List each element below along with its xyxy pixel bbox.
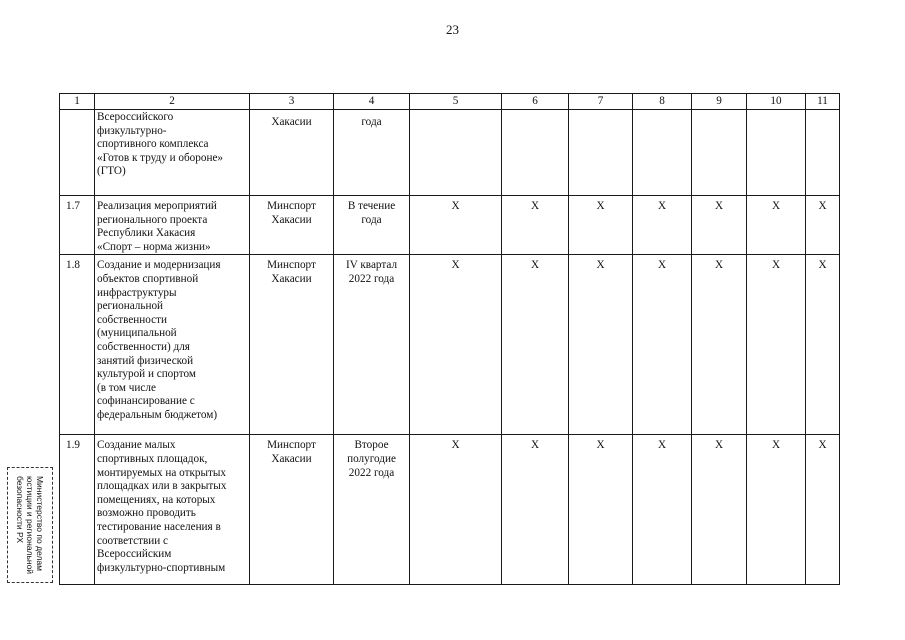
column-number-8: 8	[633, 94, 692, 110]
indicator-mark: X	[692, 435, 747, 585]
stamp-text: Министерство по делам юстиции и региональной безопасности РХ	[15, 475, 45, 575]
column-number-10: 10	[747, 94, 806, 110]
indicator-mark: X	[633, 435, 692, 585]
column-number-7: 7	[569, 94, 633, 110]
indicator-mark: X	[502, 196, 569, 255]
indicator-mark: X	[692, 255, 747, 435]
term: IV квартал 2022 года	[334, 255, 410, 435]
column-number-3: 3	[250, 94, 334, 110]
activity-name: Реализация мероприятий регионального проекта Республики Хакасия «Спорт – норма жизни»	[95, 196, 250, 255]
plan-table	[59, 93, 840, 585]
row-number: 1.9	[60, 435, 95, 585]
executor: Минспорт Хакасии	[250, 196, 334, 255]
indicator-mark: X	[502, 435, 569, 585]
indicator-mark: X	[502, 255, 569, 435]
indicator-mark: X	[633, 196, 692, 255]
activity-name: Создание и модернизация объектов спортивной инфраструктуры региональной собственности (муниципальной собственности) для занятий физической культурой и спортом (в том числе софинансирование с федеральным бюджетом)	[95, 255, 250, 435]
indicator-mark: X	[569, 435, 633, 585]
indicator-mark	[806, 110, 840, 196]
indicator-mark: X	[806, 435, 840, 585]
column-number-5: 5	[410, 94, 502, 110]
indicator-mark	[569, 110, 633, 196]
column-number-9: 9	[692, 94, 747, 110]
indicator-mark: X	[569, 255, 633, 435]
indicator-mark: X	[410, 196, 502, 255]
executor: Минспорт Хакасии	[250, 255, 334, 435]
indicator-mark: X	[410, 435, 502, 585]
indicator-mark: X	[747, 255, 806, 435]
table-row	[60, 196, 840, 255]
term: Второе полугодие 2022 года	[334, 435, 410, 585]
term: В течение года	[334, 196, 410, 255]
indicator-mark: X	[806, 196, 840, 255]
executor: Хакасии	[250, 110, 334, 196]
table-row	[60, 435, 840, 585]
column-number-4: 4	[334, 94, 410, 110]
registration-stamp	[7, 467, 53, 583]
indicator-mark	[747, 110, 806, 196]
indicator-mark	[633, 110, 692, 196]
header-row	[60, 94, 840, 110]
indicator-mark: X	[569, 196, 633, 255]
indicator-mark	[410, 110, 502, 196]
indicator-mark	[692, 110, 747, 196]
indicator-mark: X	[806, 255, 840, 435]
indicator-mark: X	[747, 435, 806, 585]
table-row	[60, 110, 840, 196]
activity-name: Создание малых спортивных площадок, монтируемых на открытых площадках или в закрытых помещениях, на которых возможно проводить тестирование населения в соответствии с Всероссийским физкультурно-спортивным	[95, 435, 250, 585]
executor: Минспорт Хакасии	[250, 435, 334, 585]
column-number-2: 2	[95, 94, 250, 110]
term: года	[334, 110, 410, 196]
indicator-mark: X	[410, 255, 502, 435]
indicator-mark: X	[747, 196, 806, 255]
column-number-11: 11	[806, 94, 840, 110]
row-number	[60, 110, 95, 196]
activity-name: Всероссийского физкультурно- спортивного комплекса «Готов к труду и обороне» (ГТО)	[95, 110, 250, 196]
row-number: 1.7	[60, 196, 95, 255]
page-number: 23	[446, 22, 459, 37]
row-number: 1.8	[60, 255, 95, 435]
column-number-1: 1	[60, 94, 95, 110]
indicator-mark: X	[633, 255, 692, 435]
table-row	[60, 255, 840, 435]
column-number-6: 6	[502, 94, 569, 110]
indicator-mark	[502, 110, 569, 196]
indicator-mark: X	[692, 196, 747, 255]
